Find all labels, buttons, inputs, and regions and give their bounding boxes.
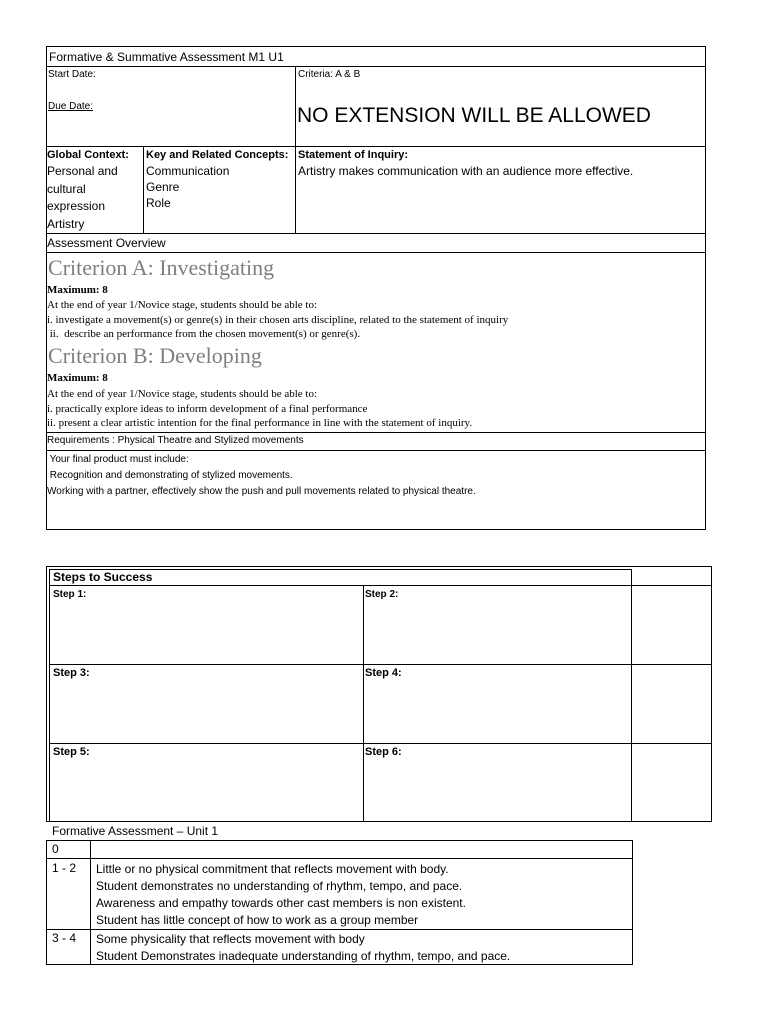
score-3-4: 3 - 4 bbox=[52, 931, 77, 945]
global-context-line: Personal and bbox=[47, 164, 118, 178]
key-concepts-label: Key and Related Concepts: bbox=[146, 149, 289, 161]
due-date-label: Due Date: bbox=[48, 101, 94, 112]
criteria-label: Criteria: A & B bbox=[298, 69, 361, 80]
descriptor-line: Student Demonstrates inadequate understanding of rhythm, tempo, and pace. bbox=[96, 949, 511, 963]
descriptor-line: Little or no physical commitment that reflects movement with body. bbox=[96, 862, 449, 876]
divider bbox=[49, 585, 712, 586]
step-6-label: Step 6: bbox=[365, 746, 402, 758]
divider bbox=[46, 252, 706, 253]
requirement-line: Recognition and demonstrating of stylized movements. bbox=[47, 470, 293, 481]
descriptor-line: Awareness and empathy towards other cast members is non existent. bbox=[96, 896, 466, 910]
step-5-label: Step 5: bbox=[53, 746, 90, 758]
criterion-line: At the end of year 1/Novice stage, students should be able to: bbox=[47, 299, 318, 311]
criterion-line: i. investigate a movement(s) or genre(s) in their chosen arts discipline, related to the statement of inquiry bbox=[47, 313, 509, 326]
requirement-line: Your final product must include: bbox=[47, 454, 189, 465]
key-concept-line: Role bbox=[146, 196, 171, 210]
criterion-b-description bbox=[47, 387, 472, 431]
key-concept-line: Genre bbox=[146, 180, 180, 194]
descriptor-line: Some physicality that reflects movement with body bbox=[96, 932, 365, 946]
global-context-label: Global Context: bbox=[47, 149, 129, 161]
statement-text: Artistry makes communication with an audience more effective. bbox=[298, 164, 634, 178]
divider bbox=[46, 146, 706, 147]
criterion-b-title: Criterion B: Developing bbox=[48, 343, 262, 368]
divider bbox=[49, 664, 712, 665]
step-4-label: Step 4: bbox=[365, 667, 402, 679]
criterion-line: ii. present a clear artistic intention for the final performance in line with the statement of inquiry. bbox=[47, 417, 473, 429]
requirements-label: Requirements : Physical Theatre and Stylized movements bbox=[47, 435, 304, 446]
divider bbox=[46, 66, 706, 67]
formative-title: Formative Assessment – Unit 1 bbox=[52, 824, 219, 838]
criterion-b-maximum: Maximum: 8 bbox=[47, 372, 108, 384]
steps-inner-border bbox=[49, 569, 632, 822]
divider bbox=[46, 929, 633, 930]
statement-label: Statement of Inquiry: bbox=[298, 149, 409, 161]
divider bbox=[46, 432, 706, 433]
divider bbox=[295, 66, 296, 233]
criterion-a-maximum: Maximum: 8 bbox=[47, 284, 108, 296]
divider bbox=[46, 233, 706, 234]
descriptor-line: Student demonstrates no understanding of rhythm, tempo, and pace. bbox=[96, 879, 463, 893]
step-1-label: Step 1: bbox=[53, 589, 87, 600]
requirement-line: Working with a partner, effectively show the push and pull movements related to physical theatre. bbox=[47, 486, 476, 497]
overview-label: Assessment Overview bbox=[47, 236, 166, 250]
descriptor-line: Student has little concept of how to work as a group member bbox=[96, 913, 419, 927]
key-concept-line: Communication bbox=[146, 164, 230, 178]
global-context-value bbox=[47, 163, 118, 233]
divider bbox=[363, 585, 364, 822]
step-2-label: Step 2: bbox=[365, 589, 399, 600]
criterion-line: i. practically explore ideas to inform development of a final performance bbox=[47, 402, 368, 415]
form-title: Formative & Summative Assessment M1 U1 bbox=[49, 50, 284, 64]
divider bbox=[49, 743, 712, 744]
no-extension-notice: NO EXTENSION WILL BE ALLOWED bbox=[297, 104, 651, 127]
criterion-line: ii. describe an performance from the chosen movement(s) or genre(s). bbox=[47, 328, 361, 340]
start-date-label: Start Date: bbox=[48, 69, 96, 80]
key-concepts-value bbox=[146, 163, 229, 211]
score-0: 0 bbox=[52, 842, 59, 856]
step-3-label: Step 3: bbox=[53, 667, 90, 679]
global-context-line: Artistry bbox=[47, 216, 85, 231]
criterion-line: At the end of year 1/Novice stage, students should be able to: bbox=[47, 388, 318, 400]
descriptor-1-2 bbox=[96, 861, 466, 929]
divider bbox=[46, 450, 706, 451]
global-context-line: expression bbox=[47, 199, 106, 213]
descriptor-3-4 bbox=[96, 931, 510, 965]
divider bbox=[143, 146, 144, 233]
criterion-a-description bbox=[47, 298, 508, 342]
global-context-line: cultural bbox=[47, 181, 86, 196]
divider bbox=[46, 858, 633, 859]
steps-title: Steps to Success bbox=[53, 570, 153, 584]
score-1-2: 1 - 2 bbox=[52, 861, 77, 875]
requirements-description bbox=[47, 452, 476, 500]
criterion-a-title: Criterion A: Investigating bbox=[48, 255, 275, 280]
